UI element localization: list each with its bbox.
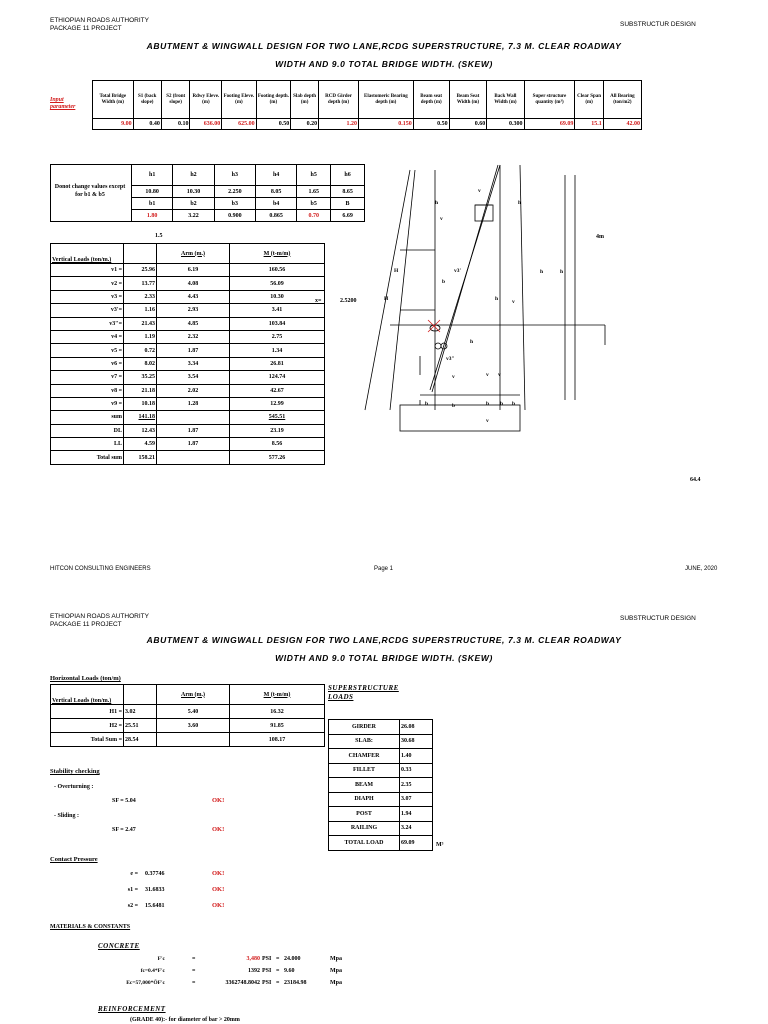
material-unit: PSI — [262, 968, 272, 974]
dims-cell: h3 — [214, 165, 255, 186]
svg-text:v: v — [486, 372, 489, 378]
row-arm — [157, 733, 230, 747]
row-label: v7 = — [51, 371, 124, 384]
row-arm: 1.87 — [157, 424, 230, 437]
row-label: v4 = — [51, 330, 124, 343]
dims-cell: 0.865 — [255, 210, 296, 222]
row-label: v3 = — [51, 290, 124, 303]
row-value: 21.43 — [124, 317, 157, 330]
row-value: 28.54 — [124, 733, 157, 747]
material-unit2: Mpa — [330, 956, 342, 962]
dims-cell: 6.69 — [331, 210, 365, 222]
input-value-cell: 0.40 — [133, 119, 161, 130]
package-name: PACKAGE 11 PROJECT — [50, 25, 122, 32]
row-arm: 4.85 — [157, 317, 230, 330]
row-arm: 4.08 — [157, 277, 230, 290]
x-value: 2.5200 — [340, 298, 357, 304]
row-value: 158.21 — [124, 451, 157, 464]
x-label: x= — [315, 298, 322, 304]
contact-value: 31.6833 — [145, 887, 165, 893]
svg-text:v: v — [478, 188, 481, 194]
input-parameter-label: Input parameter — [50, 97, 76, 110]
svg-text:h: h — [495, 296, 499, 302]
table-row — [51, 344, 325, 357]
dims-cell: 1.65 — [297, 186, 331, 198]
input-value-cell: 0.10 — [161, 119, 190, 130]
row-moment: 577.26 — [230, 451, 325, 464]
table-row — [51, 264, 325, 277]
row-arm: 6.19 — [157, 264, 230, 277]
row-label: Total sum — [51, 451, 124, 464]
svg-text:v: v — [452, 374, 455, 380]
page-title-line1-p2: ABUTMENT & WINGWALL DESIGN FOR TWO LANE,RCDG SUPERSTRUCTURE, 7.3 M. CLEAR ROADWAY — [146, 635, 622, 645]
footer-page: Page 1 — [374, 566, 394, 572]
dims-cell: 2.250 — [214, 186, 255, 198]
row-moment: 108.17 — [230, 733, 325, 747]
table-row — [329, 749, 433, 764]
input-value-cell: 1.20 — [319, 119, 359, 130]
material-eq2: = — [276, 980, 280, 986]
horizontal-loads-title: Horizontal Loads (ton/m) — [50, 675, 121, 682]
row-label: v6 = — [51, 357, 124, 370]
org-name-p2: ETHIOPIAN ROADS AUTHORITY — [50, 613, 149, 620]
input-header-cell: S2 (front slope) — [161, 81, 190, 119]
dims-cell: h2 — [173, 165, 214, 186]
row-arm: 2.32 — [157, 330, 230, 343]
contact-label: s2 = — [127, 903, 138, 909]
grade-note: (GRADE 40):- for diameter of bar > 20mm — [130, 1017, 240, 1023]
table-row — [51, 438, 325, 451]
page-title-line2-p2: WIDTH AND 9.0 TOTAL BRIDGE WIDTH. (SKEW) — [275, 653, 493, 663]
dims-below-value: 1.5 — [155, 233, 163, 239]
load-name: RAILING — [329, 821, 400, 836]
table-row — [329, 836, 433, 851]
sf-overturning: SF = 5.04 — [112, 798, 136, 804]
contact-value: 0.37746 — [145, 871, 165, 877]
dims-cell: B — [331, 198, 365, 210]
input-header-cell: Clear Span (m) — [575, 81, 603, 119]
material-value: 3362748.8042 — [225, 980, 260, 986]
input-value-cell: 0.50 — [256, 119, 291, 130]
dims-cell: 8.05 — [255, 186, 296, 198]
material-value2: 23184.98 — [284, 980, 307, 986]
stability-title: Stability checking — [50, 768, 100, 775]
input-value-cell: 9.00 — [93, 119, 134, 130]
ok-sliding: OK! — [212, 826, 225, 833]
row-arm: 4.43 — [157, 290, 230, 303]
concrete-title: CONCRETE — [98, 942, 140, 950]
material-eq: = — [192, 968, 196, 974]
material-unit2: Mpa — [330, 980, 342, 986]
row-value: 10.18 — [124, 397, 157, 410]
input-value-cell: 0.20 — [291, 119, 319, 130]
svg-text:v3': v3' — [454, 268, 462, 274]
contact-label: s1 = — [127, 887, 138, 893]
row-moment: 12.99 — [230, 397, 325, 410]
row-label: Total Sum = — [51, 733, 124, 747]
input-value-cell: 0.50 — [413, 119, 449, 130]
arm-header: Arm (m.) — [157, 244, 230, 264]
row-label: DL — [51, 424, 124, 437]
dims-cell: 0.900 — [214, 210, 255, 222]
svg-text:H: H — [394, 268, 399, 274]
row-arm — [157, 451, 230, 464]
horizontal-loads-table — [50, 684, 325, 747]
materials-title: MATERIALS & CONSTANTS — [50, 924, 131, 930]
table-row — [51, 290, 325, 303]
reinforcement-title: REINFORCEMENT — [98, 1005, 166, 1013]
dims-cell: b4 — [255, 198, 296, 210]
moment-header-p2: M (t-m/m) — [230, 685, 325, 705]
load-name: TOTAL LOAD — [329, 836, 400, 851]
row-label: LL — [51, 438, 124, 451]
table-row — [329, 763, 433, 778]
row-moment: 8.56 — [230, 438, 325, 451]
row-arm: 2.02 — [157, 384, 230, 397]
superstructure-loads-title: SUPERSTRUCTURE LOADS — [328, 684, 399, 701]
row-moment: 103.84 — [230, 317, 325, 330]
svg-text:h: h — [540, 269, 544, 275]
svg-text:b: b — [442, 279, 446, 285]
material-label: fc=0.4*F'c — [140, 968, 165, 974]
input-header-cell: Slab depth (m) — [291, 81, 319, 119]
load-value: 1.40 — [400, 749, 433, 764]
vertical-loads-title-p2: Vertical Loads (ton/m.) — [52, 698, 112, 704]
contact-ok: OK! — [212, 902, 225, 909]
row-arm: 1.87 — [157, 344, 230, 357]
arm-header-p2: Arm (m.) — [157, 685, 230, 705]
moment-header: M (t-m/m) — [230, 244, 325, 264]
row-label: v8 = — [51, 384, 124, 397]
load-value: 1.94 — [400, 807, 433, 822]
input-value-cell: 636.00 — [190, 119, 222, 130]
row-moment: 3.41 — [230, 304, 325, 317]
input-header-cell: S1 (back slope) — [133, 81, 161, 119]
table-row — [51, 719, 325, 733]
input-parameters-table — [92, 80, 642, 130]
table-row — [329, 720, 433, 735]
load-value: 3.24 — [400, 821, 433, 836]
footer-date: JUNE, 2020 — [685, 566, 718, 572]
table-row — [51, 371, 325, 384]
input-value-cell: 42.00 — [603, 119, 641, 130]
input-header-cell: Elastomeric Bearing depth (m) — [358, 81, 413, 119]
input-header-cell: Super structure quantity (m³) — [524, 81, 575, 119]
row-value: 1.16 — [124, 304, 157, 317]
svg-text:v: v — [486, 418, 489, 424]
row-arm: 5.40 — [157, 705, 230, 719]
dims-cell: 10.30 — [173, 186, 214, 198]
svg-text:h: h — [518, 200, 522, 206]
row-moment: 124.74 — [230, 371, 325, 384]
dims-cell: b2 — [173, 198, 214, 210]
package-name-p2: PACKAGE 11 PROJECT — [50, 621, 122, 628]
table-row — [51, 330, 325, 343]
row-value: 1.19 — [124, 330, 157, 343]
load-value: 30.68 — [400, 734, 433, 749]
row-arm: 1.28 — [157, 397, 230, 410]
load-name: BEAM — [329, 778, 400, 793]
material-unit: PSI — [262, 956, 272, 962]
row-label: v1 = — [51, 264, 124, 277]
svg-text:h: h — [560, 269, 564, 275]
svg-text:H: H — [384, 296, 389, 302]
table-row — [51, 357, 325, 370]
dims-cell: 3.22 — [173, 210, 214, 222]
row-arm: 3.34 — [157, 357, 230, 370]
input-value-cell: 625.00 — [222, 119, 256, 130]
row-value: 4.59 — [124, 438, 157, 451]
load-value: 3.07 — [400, 792, 433, 807]
material-eq: = — [192, 980, 196, 986]
svg-text:v: v — [440, 216, 443, 222]
superstructure-unit: M³ — [436, 842, 444, 848]
row-moment: 42.67 — [230, 384, 325, 397]
material-eq2: = — [276, 968, 280, 974]
sliding-label: - Sliding : — [54, 813, 80, 819]
table-row — [51, 317, 325, 330]
row-arm: 3.54 — [157, 371, 230, 384]
row-value: 25.96 — [124, 264, 157, 277]
table-row — [329, 792, 433, 807]
svg-text:v: v — [512, 299, 515, 305]
dims-note: Donot change values except for b1 & b5 — [54, 184, 126, 198]
row-value: 13.77 — [124, 277, 157, 290]
material-eq2: = — [276, 956, 280, 962]
table-row — [51, 733, 325, 747]
table-row — [329, 778, 433, 793]
table-row — [51, 705, 325, 719]
contact-label: e = — [130, 871, 138, 877]
input-header-cell: Beam Seat Width (m) — [449, 81, 487, 119]
table-row — [51, 411, 325, 424]
input-header-cell: Footing Eleve. (m) — [222, 81, 256, 119]
dims-cell: b1 — [132, 198, 173, 210]
table-row — [329, 807, 433, 822]
dims-cell: b3 — [214, 198, 255, 210]
input-header-cell: Back Wall Width (m) — [487, 81, 524, 119]
svg-text:b: b — [500, 401, 504, 407]
svg-text:b: b — [425, 401, 429, 407]
row-label: v3''= — [51, 317, 124, 330]
row-label: v5 = — [51, 344, 124, 357]
load-value: 2.35 — [400, 778, 433, 793]
load-value: 69.09 — [400, 836, 433, 851]
row-label: v9 = — [51, 397, 124, 410]
row-value: 21.18 — [124, 384, 157, 397]
dims-cell: 0.70 — [297, 210, 331, 222]
input-header-cell: Beam seat depth (m) — [413, 81, 449, 119]
svg-text:b: b — [486, 401, 490, 407]
row-value: 141.18 — [124, 411, 157, 424]
row-moment: 16.32 — [230, 705, 325, 719]
table-row — [51, 397, 325, 410]
row-moment: 56.09 — [230, 277, 325, 290]
org-name: ETHIOPIAN ROADS AUTHORITY — [50, 17, 149, 24]
row-value: 2.33 — [124, 290, 157, 303]
row-value: 25.51 — [124, 719, 157, 733]
load-name: SLAB: — [329, 734, 400, 749]
section-name: SUBSTRUCTUR DESIGN — [620, 21, 696, 28]
load-value: 0.33 — [400, 763, 433, 778]
input-value-cell: 0.60 — [449, 119, 487, 130]
material-unit2: Mpa — [330, 968, 342, 974]
contact-ok: OK! — [212, 886, 225, 893]
input-value-cell: 0.300 — [487, 119, 524, 130]
page-title-line2: WIDTH AND 9.0 TOTAL BRIDGE WIDTH. (SKEW) — [275, 59, 493, 69]
input-header-cell: Rdwy Eleve. (m) — [190, 81, 222, 119]
load-name: FILLET — [329, 763, 400, 778]
row-arm — [157, 411, 230, 424]
row-moment: 2.75 — [230, 330, 325, 343]
svg-text:h: h — [435, 200, 439, 206]
dim-4m: 4m — [596, 234, 604, 240]
material-value: 3,480 — [246, 956, 260, 962]
dims-cell: 8.65 — [331, 186, 365, 198]
row-value: 3.02 — [124, 705, 157, 719]
row-moment: 91.85 — [230, 719, 325, 733]
material-eq: = — [192, 956, 196, 962]
row-label: sum — [51, 411, 124, 424]
dims-cell: h1 — [132, 165, 173, 186]
row-value: 8.02 — [124, 357, 157, 370]
row-arm: 3.60 — [157, 719, 230, 733]
input-header-cell: RCD Girder depth (m) — [319, 81, 359, 119]
input-value-cell: 0.150 — [358, 119, 413, 130]
contact-pressure-title: Contact Pressure — [50, 856, 98, 863]
table-row — [51, 277, 325, 290]
sf-sliding: SF = 2.47 — [112, 827, 136, 833]
load-name: GIRDER — [329, 720, 400, 735]
side-value: 64.4 — [690, 477, 701, 483]
row-moment: 26.81 — [230, 357, 325, 370]
svg-text:b: b — [512, 401, 516, 407]
input-value-cell: 15.1 — [575, 119, 603, 130]
material-value: 1392 — [248, 968, 260, 974]
row-label: H1 = — [51, 705, 124, 719]
input-header-cell: Total Bridge Width (m) — [93, 81, 134, 119]
table-row — [51, 451, 325, 464]
row-moment: 545.51 — [230, 411, 325, 424]
input-header-cell: Footing depth. (m) — [256, 81, 291, 119]
contact-ok: OK! — [212, 870, 225, 877]
material-label: F'c — [157, 956, 165, 962]
row-arm: 2.93 — [157, 304, 230, 317]
overturning-label: - Overturning : — [54, 784, 94, 790]
dims-cell: 1.80 — [132, 210, 173, 222]
vertical-loads-table — [50, 243, 325, 465]
row-value: 35.25 — [124, 371, 157, 384]
footer-company: HITCON CONSULTING ENGINEERS — [50, 566, 151, 572]
row-moment: 23.19 — [230, 424, 325, 437]
row-moment: 1.34 — [230, 344, 325, 357]
superstructure-loads-table — [328, 719, 433, 851]
load-name: DIAPH — [329, 792, 400, 807]
row-label: v3'= — [51, 304, 124, 317]
row-moment: 10.30 — [230, 290, 325, 303]
svg-text:v3": v3" — [446, 356, 455, 362]
material-label: Ec=57,000*ÖF'c — [126, 980, 165, 986]
svg-text:b: b — [452, 403, 456, 409]
svg-text:v: v — [498, 372, 501, 378]
table-row — [51, 304, 325, 317]
table-row — [329, 821, 433, 836]
dims-cell: h6 — [331, 165, 365, 186]
svg-text:h: h — [470, 339, 474, 345]
dims-cell: h4 — [255, 165, 296, 186]
material-unit: PSI — [262, 980, 272, 986]
row-label: v2 = — [51, 277, 124, 290]
section-name-p2: SUBSTRUCTUR DESIGN — [620, 615, 696, 622]
input-value-cell: 69.09 — [524, 119, 575, 130]
dims-cell: b5 — [297, 198, 331, 210]
contact-value: 15.6481 — [145, 903, 165, 909]
row-label: H2 = — [51, 719, 124, 733]
table-row — [51, 424, 325, 437]
row-arm: 1.87 — [157, 438, 230, 451]
load-value: 26.08 — [400, 720, 433, 735]
row-value: 0.72 — [124, 344, 157, 357]
load-name: POST — [329, 807, 400, 822]
dims-cell: 10.80 — [132, 186, 173, 198]
table-row — [51, 384, 325, 397]
dimensions-table — [50, 164, 365, 222]
material-value2: 9.60 — [284, 968, 295, 974]
row-value: 12.43 — [124, 424, 157, 437]
input-header-cell: All Bearing (ton/m2) — [603, 81, 641, 119]
row-moment: 160.56 — [230, 264, 325, 277]
vertical-loads-title: Vertical Loads (ton/m.) — [52, 257, 112, 263]
dims-cell: h5 — [297, 165, 331, 186]
material-value2: 24.000 — [284, 956, 301, 962]
ok-overturning: OK! — [212, 797, 225, 804]
table-row — [329, 734, 433, 749]
load-name: CHAMFER — [329, 749, 400, 764]
page-title-line1: ABUTMENT & WINGWALL DESIGN FOR TWO LANE,RCDG SUPERSTRUCTURE, 7.3 M. CLEAR ROADWAY — [146, 41, 622, 51]
